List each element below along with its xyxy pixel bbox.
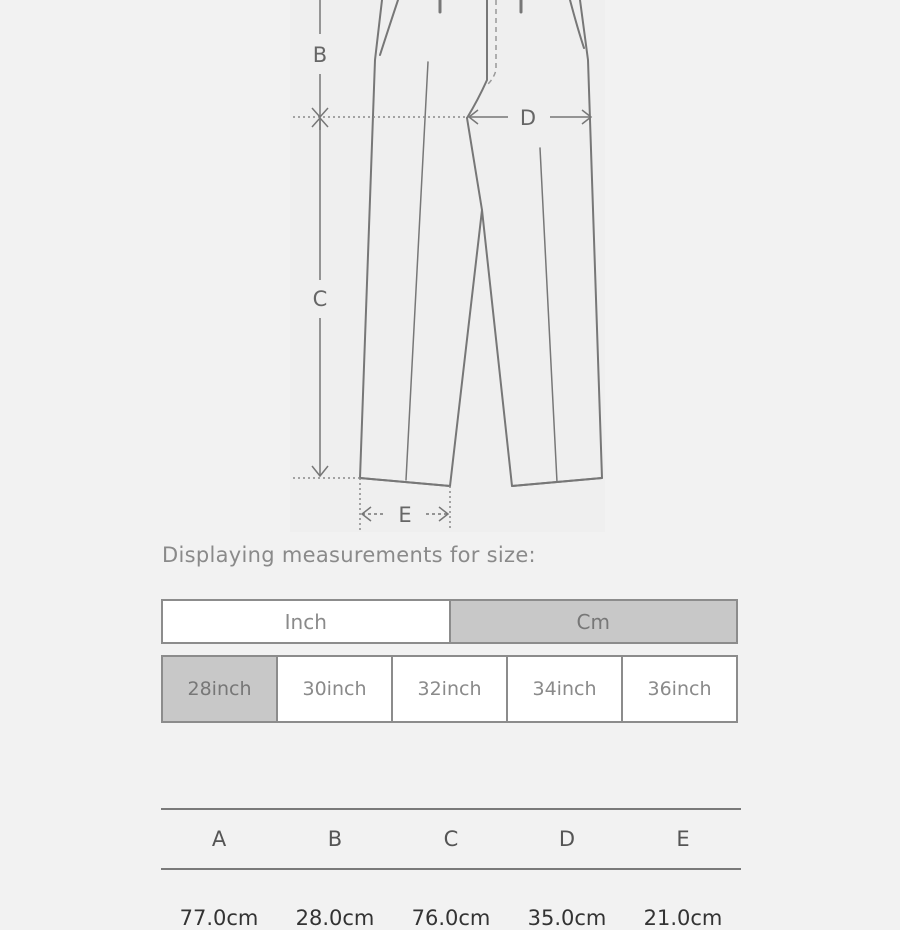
- unit-option-inch[interactable]: Inch: [163, 601, 449, 642]
- label-c: C: [312, 287, 328, 311]
- table-row: [161, 870, 741, 930]
- trousers-outline: [360, 0, 602, 486]
- label-d: D: [519, 106, 537, 130]
- unit-toggle: [161, 599, 738, 644]
- value-d: 35.0cm: [527, 906, 607, 930]
- value-c: 76.0cm: [411, 906, 491, 930]
- size-option-30[interactable]: 30inch: [276, 657, 391, 721]
- size-option-32[interactable]: 32inch: [391, 657, 506, 721]
- header-d: D: [558, 827, 576, 851]
- size-option-36[interactable]: 36inch: [621, 657, 736, 721]
- size-option-34[interactable]: 34inch: [506, 657, 621, 721]
- header-a: A: [211, 827, 227, 851]
- value-e: 21.0cm: [643, 906, 723, 930]
- fly-stitch: [488, 0, 496, 84]
- crotch-seam: [467, 0, 487, 118]
- inseam-line: [467, 118, 482, 210]
- header-c: C: [443, 827, 459, 851]
- size-option-28[interactable]: 28inch: [163, 657, 276, 721]
- size-selector: [161, 655, 738, 723]
- left-crease: [406, 62, 428, 480]
- value-a: 77.0cm: [179, 906, 259, 930]
- table-header-row: [161, 810, 741, 868]
- measurements-table: [161, 808, 741, 930]
- left-pocket: [380, 0, 398, 55]
- value-b: 28.0cm: [295, 906, 375, 930]
- header-b: B: [327, 827, 343, 851]
- unit-option-cm[interactable]: Cm: [449, 601, 737, 642]
- header-e: E: [676, 827, 690, 851]
- left-hem: [360, 478, 450, 486]
- size-caption: Displaying measurements for size:: [162, 543, 536, 567]
- right-crease: [540, 148, 557, 482]
- label-b: B: [312, 43, 328, 67]
- label-e: E: [398, 503, 412, 527]
